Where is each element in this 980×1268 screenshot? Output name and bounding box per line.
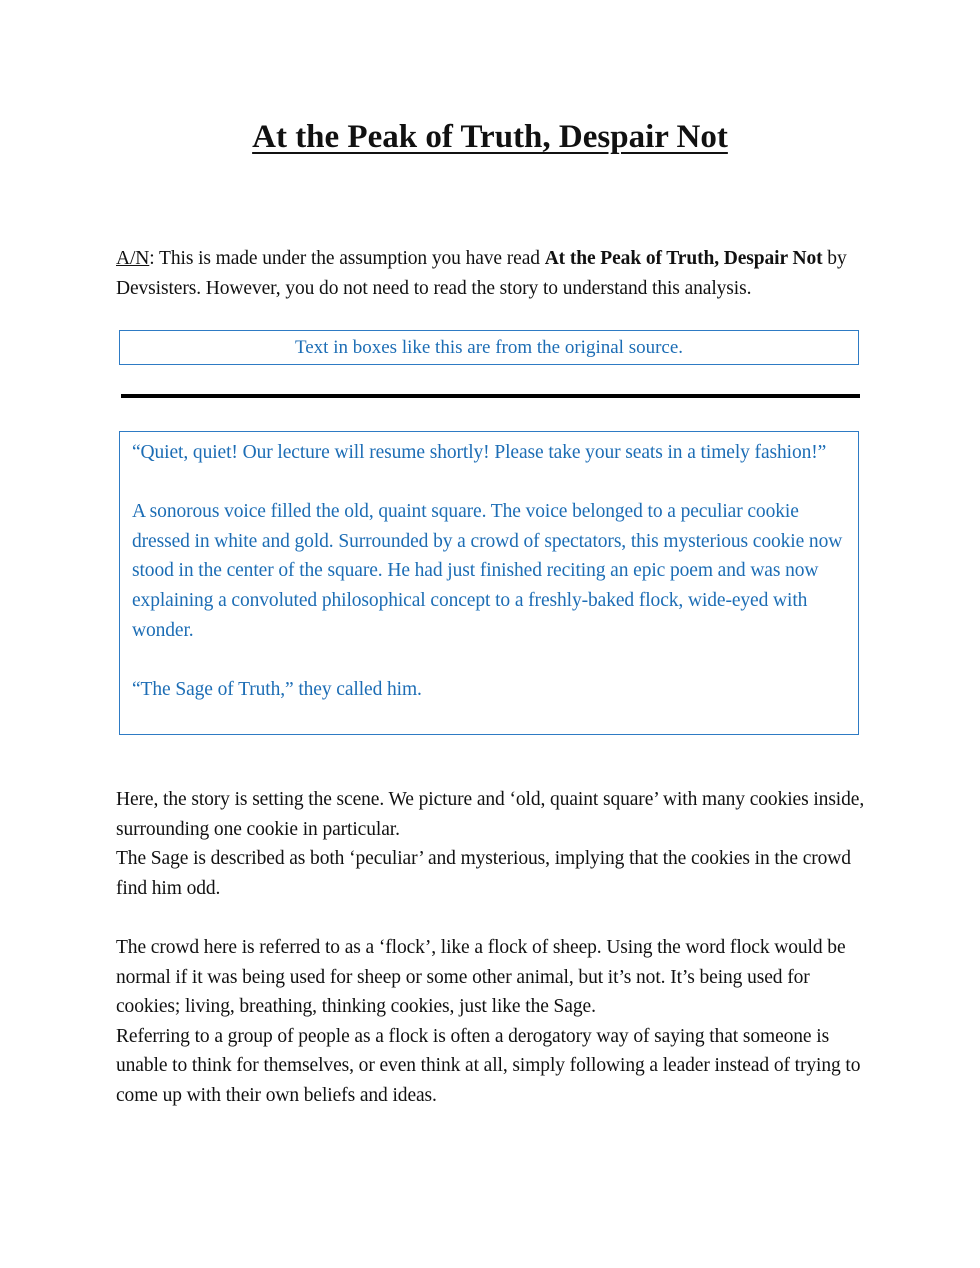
page-title: At the Peak of Truth, Despair Not <box>252 119 728 155</box>
paragraph-spacer <box>116 903 876 933</box>
quote-paragraph: “Quiet, quiet! Our lecture will resume shortly! Please take your seats in a timely fashion!” <box>132 442 827 463</box>
author-note-text-after: by Devsisters. However, you do not need to read the story to understand this analysis. <box>116 248 847 299</box>
analysis-paragraph: The crowd here is referred to as a ‘flock’, like a flock of sheep. Using the word flock would be normal if it was being used for sheep or some other animal, but it’s not. It’s being used for cookies; living, breathing, thinking cookies, just like the Sage. <box>116 936 846 1018</box>
analysis-paragraph: Referring to a group of people as a flock is often a derogatory way of saying that someone is unable to think for themselves, or even think at all, simply following a leader instead of trying to come up with their own beliefs and ideas. <box>116 1025 861 1106</box>
author-note-story-title: At the Peak of Truth, Despair Not <box>544 248 823 269</box>
author-note-label: A/N <box>116 248 150 269</box>
analysis-paragraph: Here, the story is setting the scene. We picture and ‘old, quaint square’ with many cookies inside, surrounding one cookie in particular. <box>116 789 865 840</box>
author-note <box>116 244 876 303</box>
section-divider <box>121 394 860 398</box>
analysis-section <box>116 785 876 1111</box>
source-quote-box <box>119 431 859 735</box>
quote-paragraph: A sonorous voice filled the old, quaint square. The voice belonged to a peculiar cookie dressed in white and gold. Surrounded by a crowd of spectators, this mysterious cookie now stood in the center of the square. He had just finished reciting an epic poem and was now explaining a convoluted philosophical concept to a freshly-baked flock, wide-eyed with wonder. <box>132 501 843 641</box>
source-legend-box: Text in boxes like this are from the original source. <box>119 330 859 365</box>
analysis-paragraph: The Sage is described as both ‘peculiar’ and mysterious, implying that the cookies in the crowd find him odd. <box>116 848 851 899</box>
quote-paragraph: “The Sage of Truth,” they called him. <box>132 678 422 700</box>
author-note-text-before: : This is made under the assumption you have read <box>149 248 545 269</box>
